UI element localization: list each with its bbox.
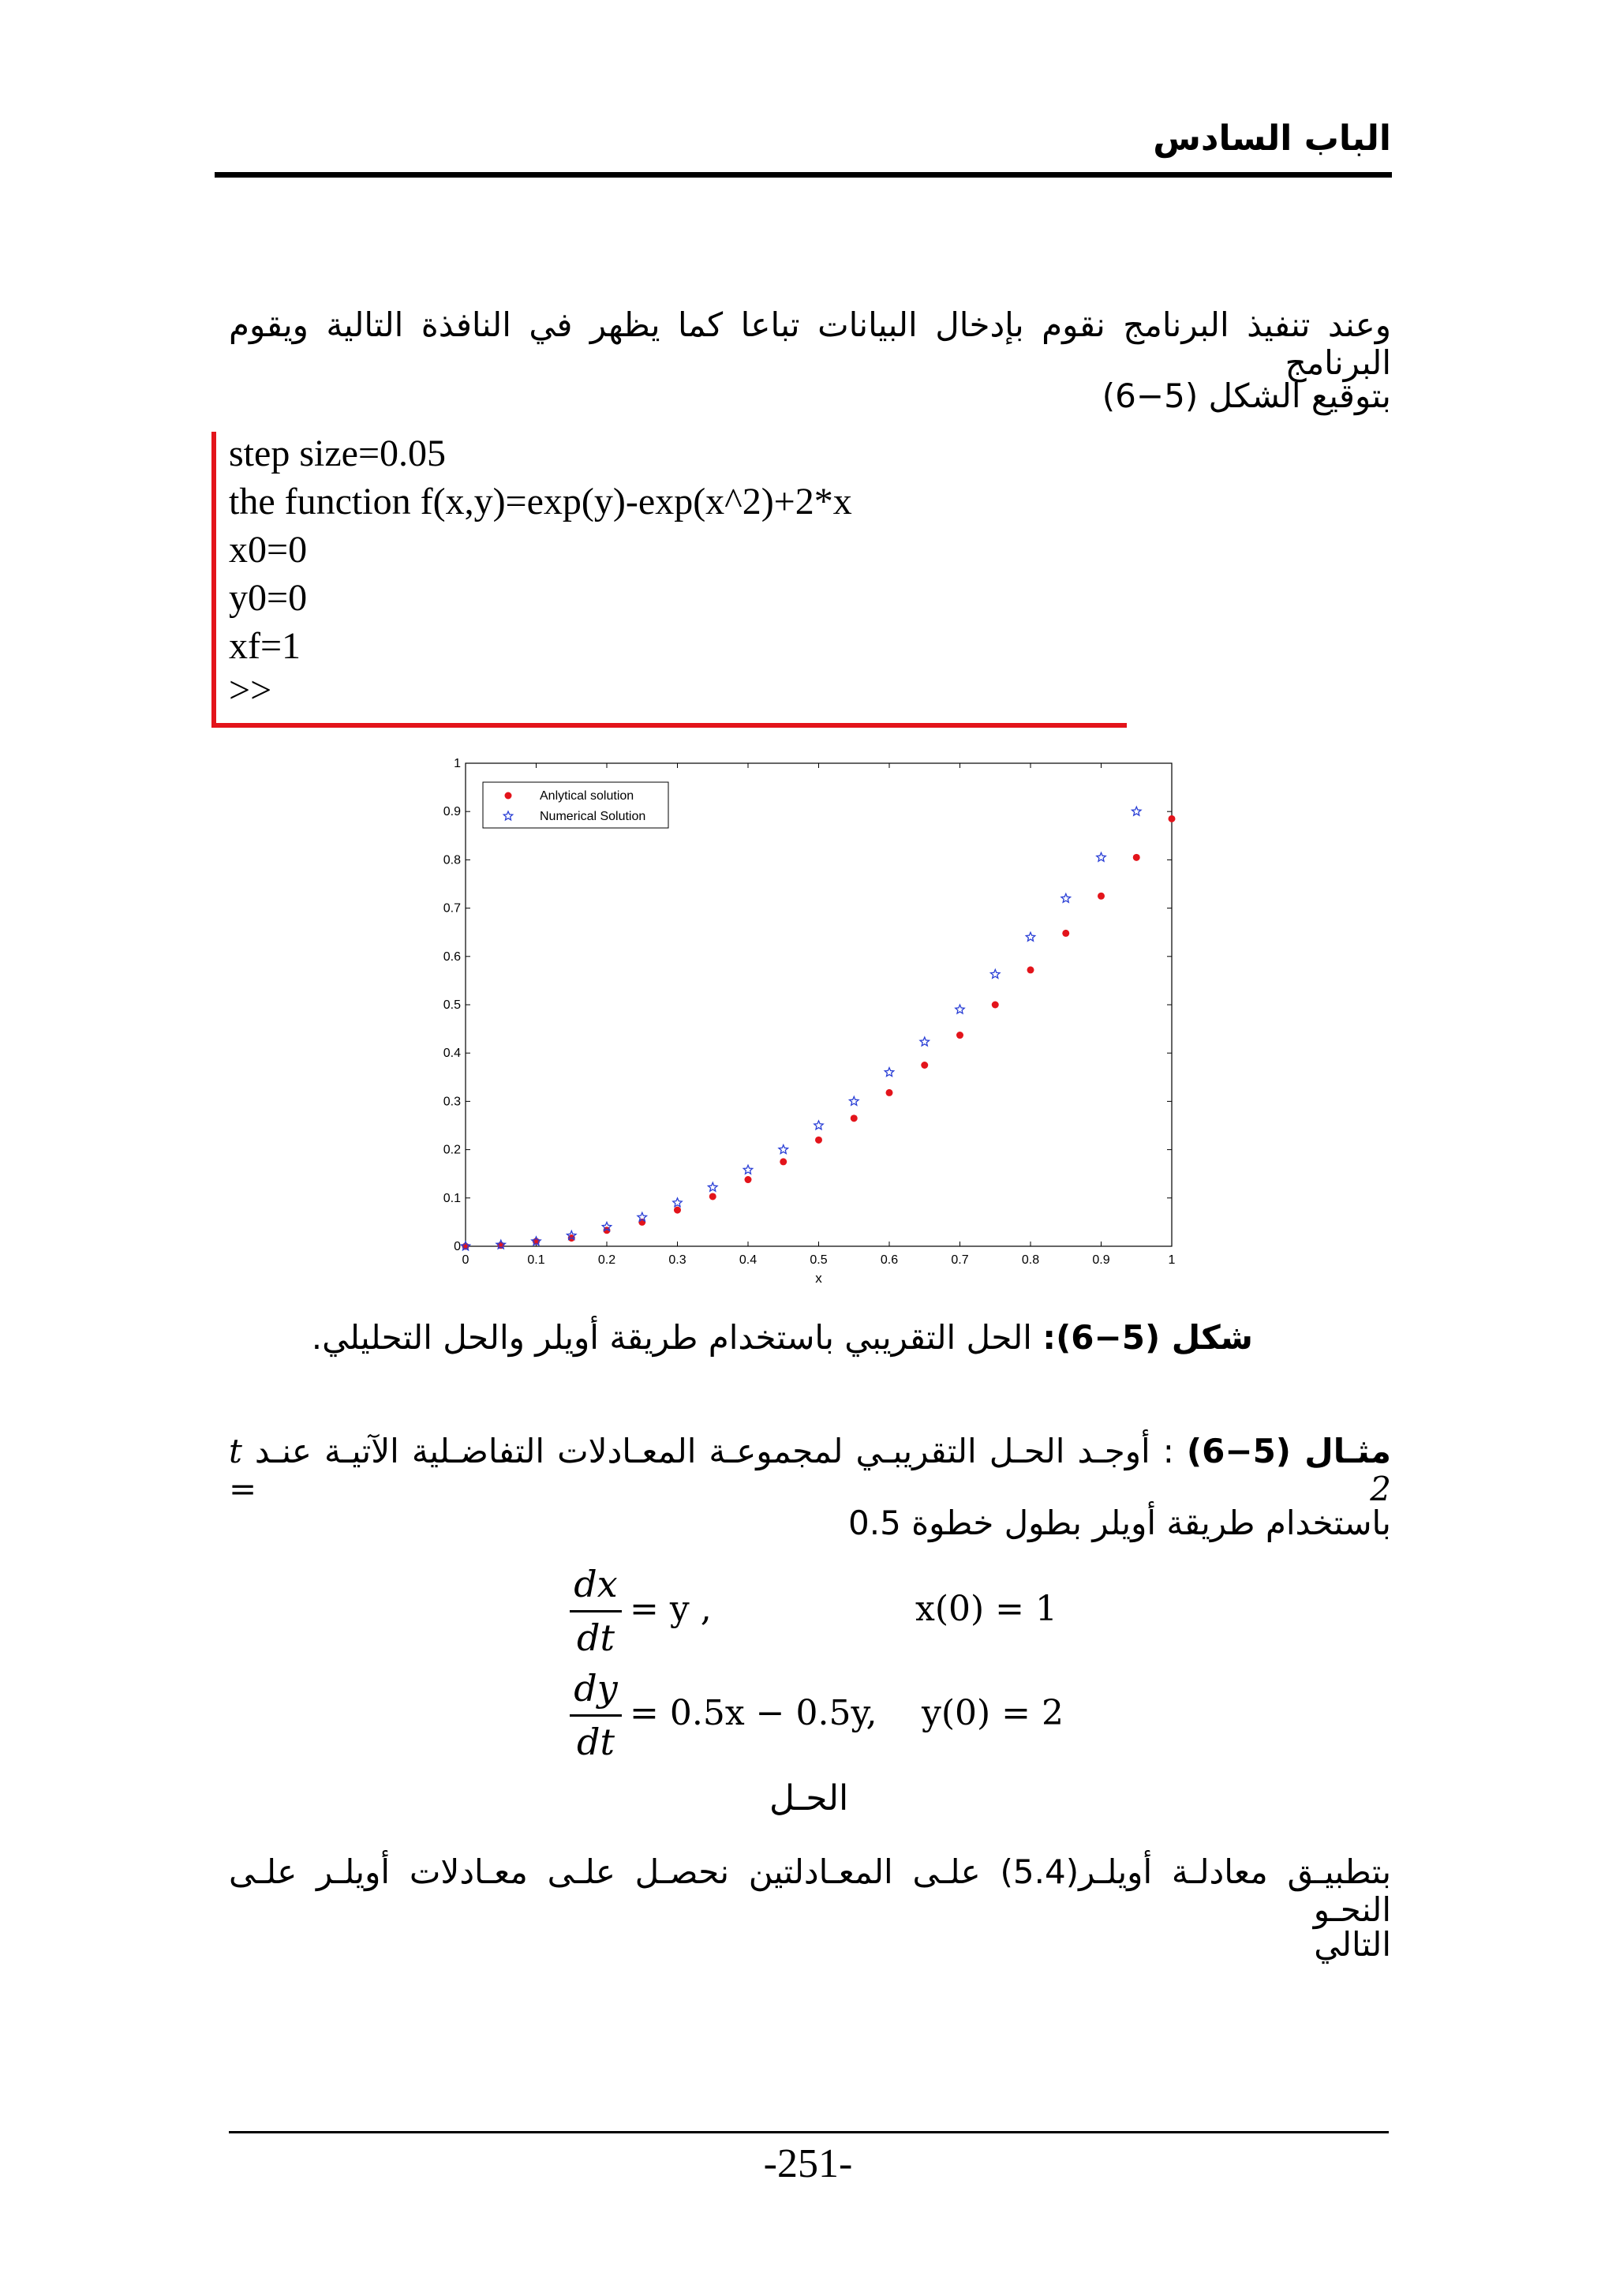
y-tick-label: 0.5: [443, 998, 461, 1012]
console-bottom-border: [211, 723, 1127, 728]
x-tick-label: 0.4: [739, 1253, 758, 1267]
legend-marker-analytical: [505, 792, 512, 800]
analytical-solution-point: [1169, 815, 1176, 822]
analytical-solution-point: [1062, 930, 1069, 937]
y-tick-label: 0: [454, 1240, 461, 1253]
chapter-title: الباب السادس: [1153, 118, 1391, 159]
y-tick-label: 0.3: [443, 1095, 461, 1109]
example-label: مثـال (5−6): [1186, 1432, 1391, 1470]
console-line: y0=0: [229, 577, 308, 619]
example-text: : أوجـد الحـل التقريبـي لمجموعـة المعـادلات التفاضـلية الآتيـة عنـد: [241, 1432, 1187, 1470]
eq1-denominator: dt: [577, 1616, 615, 1659]
y-tick-label: 0.6: [443, 949, 461, 964]
eq1-fraction-bar: [570, 1610, 622, 1612]
console-line: step size=0.05: [229, 433, 447, 474]
analytical-solution-point: [921, 1062, 928, 1069]
analytical-solution-point: [992, 1002, 999, 1009]
analytical-solution-point: [1027, 966, 1034, 973]
example-paragraph-line2: باستخدام طريقة أويلر بطول خطوة 0.5: [848, 1504, 1391, 1542]
analytical-solution-point: [780, 1158, 787, 1165]
solution-heading: الحـل: [769, 1778, 849, 1818]
eq2-denominator: dt: [577, 1721, 615, 1763]
plot-area: [466, 763, 1172, 1246]
console-line: the function f(x,y)=exp(y)-exp(x^2)+2*x: [229, 481, 852, 522]
y-tick-label: 0.1: [443, 1191, 461, 1205]
x-tick-label: 0.2: [597, 1253, 616, 1267]
x-tick-label: 1: [1168, 1253, 1176, 1267]
eq2-numerator: dy: [574, 1667, 618, 1710]
eq1-initial-condition: x(0) = 1: [915, 1589, 1057, 1629]
analytical-solution-point: [1133, 854, 1140, 861]
console-left-border: [211, 432, 216, 728]
x-tick-label: 0.7: [951, 1253, 969, 1267]
x-tick-label: 0: [462, 1253, 469, 1267]
eq2-initial-condition: y(0) = 2: [922, 1693, 1064, 1733]
y-tick-label: 0.9: [443, 805, 461, 819]
y-tick-label: 0.2: [443, 1143, 461, 1157]
analytical-solution-point: [886, 1089, 893, 1096]
figure-caption-text: الحل التقريبي باستخدام طريقة أويلر والحل التحليلي.: [311, 1318, 1043, 1357]
intro-paragraph-line2: بتوقيع الشكل (5−6): [1102, 376, 1391, 415]
analytical-solution-point: [1098, 893, 1105, 900]
y-tick-label: 0.4: [443, 1047, 461, 1061]
figure-caption: [312, 1318, 1253, 1357]
y-tick-label: 1: [454, 757, 461, 770]
analytical-solution-point: [674, 1207, 681, 1214]
eq1-rhs: = y ,: [630, 1589, 712, 1629]
solution-paragraph-line1: بتطبيـق معادلـة أويلـر(5.4) علـى المعـادلتين نحصـل علـى معـادلات أويلـر علـى النحـو: [229, 1852, 1392, 1929]
console-line: xf=1: [229, 625, 301, 667]
x-tick-label: 0.1: [527, 1253, 545, 1267]
analytical-solution-point: [709, 1193, 716, 1200]
analytical-solution-point: [815, 1137, 822, 1144]
analytical-solution-point: [956, 1032, 963, 1039]
intro-paragraph-line1: وعند تنفيذ البرنامج نقوم بإدخال البيانات تباعا كما يظهر في النافذة التالية ويقوم البرنامج: [229, 305, 1391, 382]
x-tick-label: 0.8: [1021, 1253, 1040, 1267]
example-paragraph-line1: [229, 1433, 1391, 1508]
y-tick-label: 0.8: [443, 853, 461, 867]
scatter-chart: [418, 754, 1207, 1290]
eq2-rhs: = 0.5x − 0.5y,: [630, 1693, 877, 1733]
x-tick-label: 0.9: [1092, 1253, 1110, 1267]
x-tick-label: 0.6: [880, 1253, 899, 1267]
x-tick-label: 0.3: [668, 1253, 686, 1267]
eq2-fraction-bar: [570, 1714, 622, 1717]
analytical-solution-point: [745, 1176, 752, 1183]
header-divider: [215, 172, 1392, 178]
console-line: x0=0: [229, 529, 308, 571]
example-math: t = 2: [229, 1432, 1391, 1508]
x-axis-label: x: [815, 1271, 822, 1286]
y-tick-label: 0.7: [443, 901, 461, 916]
solution-paragraph-line2: التالي: [1314, 1925, 1391, 1964]
legend-label: Anlytical solution: [540, 789, 634, 803]
console-output-box: [211, 432, 1127, 728]
eq1-numerator: dx: [574, 1563, 618, 1605]
footer-divider: [229, 2131, 1389, 2133]
x-tick-label: 0.5: [810, 1253, 828, 1267]
page-number: -251-: [763, 2141, 853, 2186]
figure-caption-label: شكل (5−6):: [1042, 1318, 1253, 1357]
console-line: >>: [229, 669, 272, 711]
legend-label: Numerical Solution: [540, 810, 646, 823]
analytical-solution-point: [851, 1114, 858, 1122]
